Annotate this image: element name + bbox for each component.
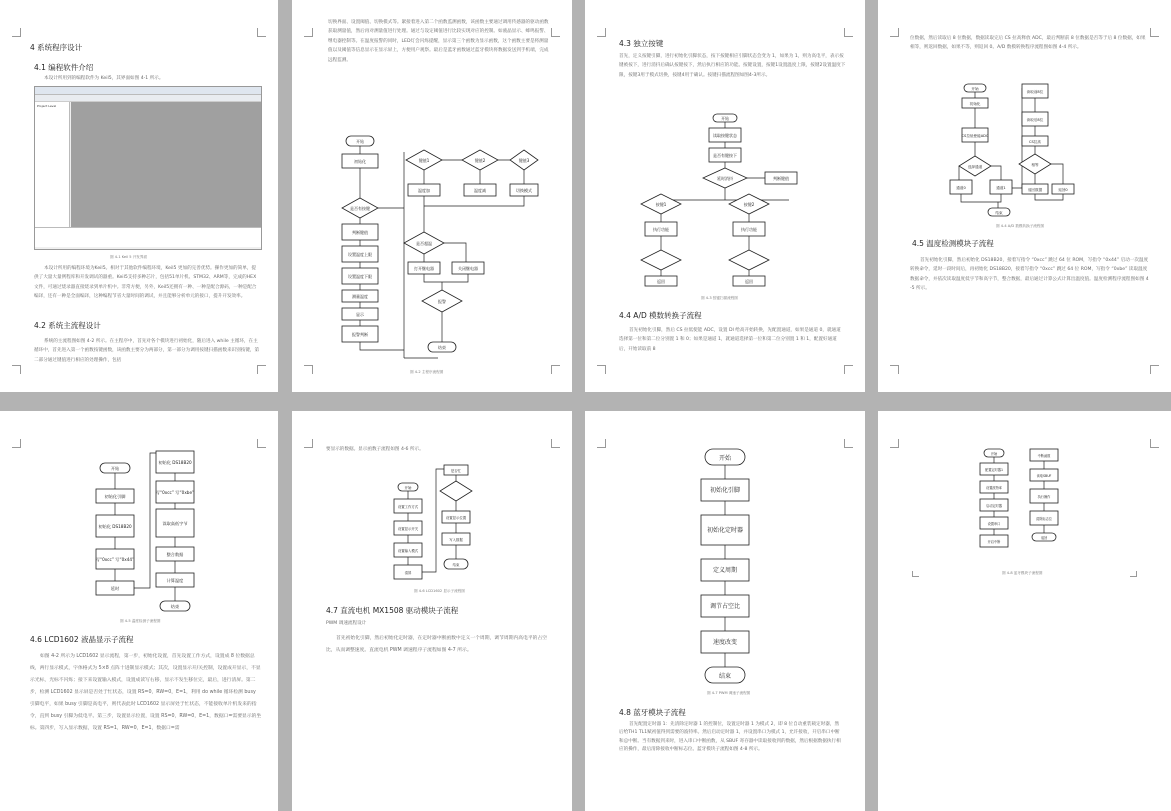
flow-node: 键值1 xyxy=(418,158,430,163)
flow-node: 通道0 xyxy=(956,186,966,190)
page-5[interactable] xyxy=(0,411,278,811)
paragraph: 如图 4-2 所示为 LCD1602 显示流程，第一步，初始化设置，首先设置工作方式，设置成 8 位数据总线，两行显示模式，字体格式为 5×8 点阵十进制显示模式；其次，设置显示开/关控制，设置成开显示，不显示光标，光标不闪烁；接下来设置输入模式，设置成读写右移，显示不发生移位完，最后，进行清屏。第二步，检测 LCD1602 显示屏是否处于忙状态，设置 RS=0，RW=0，E=1，利用 do while 循环检测 busy 引脚电平，如果 busy 引脚是高电平，则代表此时 LCD1602 显示屏处于忙状态，不能接收单片机发来的指令，直到 busy 引脚为低电平。第三步，设置显示位置，设置 RS=0，RW=0，E=1，数据口=需要显示的坐标。第四步，写入显示数据，设置 RS=1，RW=0，E=1，数据口=需 xyxy=(30,654,262,731)
flow-node: 写“0xcc” 写“0xbe” xyxy=(155,490,195,495)
pwm-flowchart xyxy=(695,445,755,685)
flow-node: 是否超温 xyxy=(416,241,432,246)
flow-node: 设置显示位置 xyxy=(445,516,467,520)
flow-node: 打开继电器 xyxy=(414,266,434,271)
flow-node: 初始化定时器 xyxy=(706,527,744,534)
flow-node: 是否忙 xyxy=(450,469,462,473)
flow-node: 结束 xyxy=(995,211,1003,215)
flow-node: 配置定时器1 xyxy=(985,468,1003,472)
figure-caption: 图 4-7 PWM 调速子流程图 xyxy=(707,691,751,695)
section-heading: 4.7 直流电机 MX1508 驱动模块子流程 xyxy=(326,606,459,615)
section-heading: 4.2 系统主流程设计 xyxy=(34,321,101,330)
flow-node: 结束 xyxy=(170,604,180,609)
flow-node: 清除标志位 xyxy=(1036,517,1052,521)
page-8[interactable] xyxy=(878,411,1171,811)
flow-node: 初始化 xyxy=(969,102,981,106)
paragraph: 首先初始化引脚，然后 CS 拉低使能 ADC，设置 DI 给高开始转换，先配置通道，如果是通道 0，就通道选择第一位和第二位分别置 1 和 0；如果是通道 1，就通道选择第一位和第二位分别置 1 和 1，配置好通道后，开始读取前 8 xyxy=(619,328,841,352)
section-heading: 4.4 A/D 模数转换子流程 xyxy=(619,311,702,320)
paragraph: 首先初始化引脚，然后初始化定时器，在定时器中断函数中定义一个周期，调节周期内高电平的占空比，从而调整速度。直流电机 PWM 调速程序子流程如图 4-7 所示。 xyxy=(326,636,548,653)
temperature-flowchart xyxy=(80,447,230,619)
flow-node: 报警 xyxy=(438,299,446,304)
flow-node: 返回 xyxy=(745,279,753,284)
flow-node: 结束 xyxy=(452,563,460,567)
paragraph: 本设计所用到的编程软件为 Keil5，其界面如图 4-1 所示。 xyxy=(44,76,164,81)
flow-node: 执行功能 xyxy=(653,227,669,232)
main-flowchart xyxy=(332,132,542,364)
flow-node: 返回 xyxy=(657,279,665,284)
flow-node: 设置显示开关 xyxy=(397,527,419,531)
flow-node: 设置输入模式 xyxy=(397,549,419,553)
flow-node: 切换模式 xyxy=(516,188,532,193)
flow-node: 是否有按键 xyxy=(350,206,370,211)
paragraph: 要显示的数据。显示函数子流程如图 4-6 所示。 xyxy=(326,447,424,452)
flow-node: 写入数据 xyxy=(449,538,463,542)
flow-node: 开始 xyxy=(404,486,412,490)
flow-node: 执行功能 xyxy=(741,227,757,232)
flow-node: CS拉低使能ADC xyxy=(961,134,989,138)
flow-node: 写“0xcc” 写“0x44” xyxy=(95,557,135,562)
flow-node: 中断函数 xyxy=(1037,454,1051,458)
paragraph: PWM 调速流程设计 xyxy=(326,621,367,626)
figure-caption: 图 4-5 温度检测子流程图 xyxy=(120,619,161,623)
flow-node: 执行操作 xyxy=(1037,495,1051,499)
flow-node: 开启中断 xyxy=(987,540,1001,544)
flow-node: 计算温度 xyxy=(166,578,184,583)
flow-node: 读取按键状态 xyxy=(713,133,737,138)
flow-node: 调节占空比 xyxy=(709,603,741,610)
flow-node: 初始化 DS18B20 xyxy=(158,460,192,465)
flow-node: 温度减 xyxy=(474,188,486,193)
paragraph: 系统的主流程图如图 4-2 所示。在主程序中，首先对各个模块进行初始化，随后进入 while 主循环，在主循环中，首先进入第一个函数按键函数，该函数主要分为两部分，第一部分为调用按键扫描函数来识别按键，第二部分通过键值进行相应的处理操作，包括 xyxy=(34,339,260,363)
page-6[interactable] xyxy=(292,411,572,811)
flow-node: 读取前8位 xyxy=(1026,90,1044,94)
figure-caption: 图 4-3 按键扫描流程图 xyxy=(701,296,738,300)
flow-node: 报警判断 xyxy=(352,332,368,337)
page-4[interactable] xyxy=(878,0,1171,392)
figure-caption: 图 4-8 蓝牙模块子流程图 xyxy=(1002,571,1043,575)
page-2[interactable] xyxy=(292,0,572,392)
flow-node: 读取高低字节 xyxy=(162,521,188,526)
flow-node: 按键2 xyxy=(743,202,755,207)
flow-node: 返回数据 xyxy=(1027,188,1043,192)
flow-node: 结束 xyxy=(438,345,446,350)
flow-node: 是否有键按下 xyxy=(713,153,737,158)
flow-node: 开始 xyxy=(990,452,998,456)
flow-node: 开始 xyxy=(721,116,729,121)
flow-node: 判断键值 xyxy=(773,176,789,181)
flow-node: 返回 xyxy=(1040,536,1048,540)
page-1[interactable] xyxy=(0,0,278,392)
figure-caption: 图 4-4 A/D 数模转换子流程图 xyxy=(996,224,1045,228)
figure-caption: 图 4-2 主程序流程图 xyxy=(410,370,444,374)
flow-node: 测量温度 xyxy=(352,294,368,299)
paragraph: 首先，定义按键引脚，进行初始化引脚状态，按下按键相应引脚状态会变为 1，如果为 1，则为高电平，表示按键被按下，进行消抖后确认按键按下，然后执行相应的功能。按键设置，按键1设置温度上限，按键2设置温度下限，按键3用于模式切换，按键4用于确认。按键扫描流程图如图4-3所示。 xyxy=(619,54,846,78)
flow-node: 设置温度下限 xyxy=(348,274,372,279)
flow-node: 开始 xyxy=(971,87,979,91)
flow-node: 初始化 xyxy=(354,159,366,164)
paragraph: 本设计所用的编程环境为Keil5。相对于其他软件编程环境，Keil5 更加的完善优势。操作更加的简单，提供了大量大量例程库和开发调试的器重。Keil5支持多种芯片，包括51单片机、STM32、ARM等，完成的HEX文件，可通过烧录器直接烧录到单片机中。非常方便，另外，Keil5还拥有一种、一种是配合源码，一种是配合编译，还有一种是全面编译，这种编程节省大量时间的调试，并且能够分析单元的接口，提升开发效率。 xyxy=(34,266,257,300)
bluetooth-flowchart xyxy=(978,447,1068,567)
flow-node: 延时 xyxy=(110,586,120,591)
flow-node: 初始化引脚 xyxy=(709,487,741,494)
section-heading: 4.8 蓝牙模块子流程 xyxy=(619,708,686,717)
section-heading: 4.1 编程软件介绍 xyxy=(34,63,94,72)
flow-node: 初始化 DS18B20 xyxy=(98,524,132,529)
paragraph: 位数据，然后读取后 8 位数据，数据读取完后 CS 拉高释放 ADC，最后判断前 8 位数据是否等于后 8 位数据，如果相等，则返回数据，如果不等，则返回 0。A/D 数模转换程序流程图如图 4-4 所示。 xyxy=(910,36,1146,51)
flow-node: 开始 xyxy=(718,455,732,462)
keil-screenshot xyxy=(34,86,262,250)
flow-node: 选择通道 xyxy=(967,165,983,169)
section-heading: 4.6 LCD1602 液晶显示子流程 xyxy=(30,635,134,644)
flow-node: 显示 xyxy=(356,312,364,317)
flow-node: 温度加 xyxy=(418,188,430,193)
flow-node: 键值3 xyxy=(518,158,530,163)
paragraph: 切换界面、设置阈值、切换模式等。紧接着进入第二个函数监测函数，该函数主要通过调用传感器的驱动函数获取测量值，然后再对测量值进行处理。通过与设定阈值进行比较实现对应的控制。如液晶显示、蜂鸣报警、继电器控制等。在温度报警的同时，LED灯会闪烁提醒，显示第三个函数为显示函数，这个函数主要是将测量值以及阈值等信息显示在显示屏上，方便用户观察。最后是蓝牙函数通过蓝牙模块将数据发送到手机端，完成远程监测。 xyxy=(328,20,549,63)
section-heading: 4.3 独立按键 xyxy=(619,39,664,48)
flow-node: 初始化引脚 xyxy=(104,494,126,499)
flow-node: 开始 xyxy=(110,466,120,471)
flow-node: 结束 xyxy=(718,673,732,680)
flow-node: CS拉高 xyxy=(1029,140,1041,144)
figure-caption: 图 4-6 LCD1602 显示子流程图 xyxy=(414,589,465,593)
key-scan-flowchart xyxy=(625,110,835,288)
flow-node: 设置串口 xyxy=(987,522,1001,526)
ad-flowchart xyxy=(958,80,1078,220)
flow-node: 读取后8位 xyxy=(1026,118,1044,122)
flow-node: 相等 xyxy=(1031,163,1039,167)
flow-node: 设置波特率 xyxy=(986,486,1002,490)
flow-node: 设置工作方式 xyxy=(397,505,419,509)
page-7[interactable] xyxy=(585,411,865,811)
chapter-heading: 4 系统程序设计 xyxy=(30,43,83,52)
flow-node: 关闭继电器 xyxy=(458,266,478,271)
flow-node: 速度改变 xyxy=(712,639,738,646)
flow-node: 判断键值 xyxy=(352,230,368,235)
section-heading: 4.5 温度检测模块子流程 xyxy=(912,239,994,248)
paragraph: 首先初始化引脚，然后初始化 DS18B20，接着写指令 “0xcc” 跳过 64 位 ROM，写指令 “0x44” 启动一次温度转换命令，延时一段时间后，再初始化 DS18B20，接着写指令 “0xcc” 跳过 64 位 ROM，写指令 “0xbe” 读取温度数据命令，并依次读取温度低字节和高字节，整合数据，最后通过计算公式计算出温度值。温度检测程序流程图如图 4-5 所示。 xyxy=(910,258,1149,292)
flow-node: 开始 xyxy=(356,139,364,144)
flow-node: 定义周期 xyxy=(712,567,738,574)
flow-node: 设置温度上限 xyxy=(348,252,372,257)
flow-node: 读取SBUF xyxy=(1036,474,1052,478)
flow-node: 整合数据 xyxy=(166,552,184,557)
flow-node: 清屏 xyxy=(404,571,412,575)
flow-node: 通道1 xyxy=(996,186,1006,190)
flow-node: 键值2 xyxy=(474,158,486,163)
flow-node: 延时消抖 xyxy=(717,176,733,181)
flow-node: 按键1 xyxy=(655,202,667,207)
paragraph: 首先配置定时器 1：先清除定时器 1 的控制位，设置定时器 1 为模式 2，即 8 位自动重装载定时器，然后给TH1 TL1赋初值得到需要的波特率。然后启动定时器 1，并设置串口为模式 1，允许接收，开启串口中断和总中断。当有数据到来时，进入串口中断函数，从 SBUF 寄存器中读取接收到的数据，然后根据数据执行相应的操作，最后清除接收中断标志位。蓝牙模块子流程如图 4-8 所示。 xyxy=(619,722,841,753)
flow-node: 返回0 xyxy=(1058,188,1068,192)
project-label: Project Level xyxy=(37,104,57,108)
page-3[interactable] xyxy=(585,0,865,392)
figure-caption: 图 4-1 Keil 5 开发界面 xyxy=(110,255,148,259)
flow-node: 启动定时器 xyxy=(986,504,1002,508)
lcd-flowchart xyxy=(392,465,492,585)
